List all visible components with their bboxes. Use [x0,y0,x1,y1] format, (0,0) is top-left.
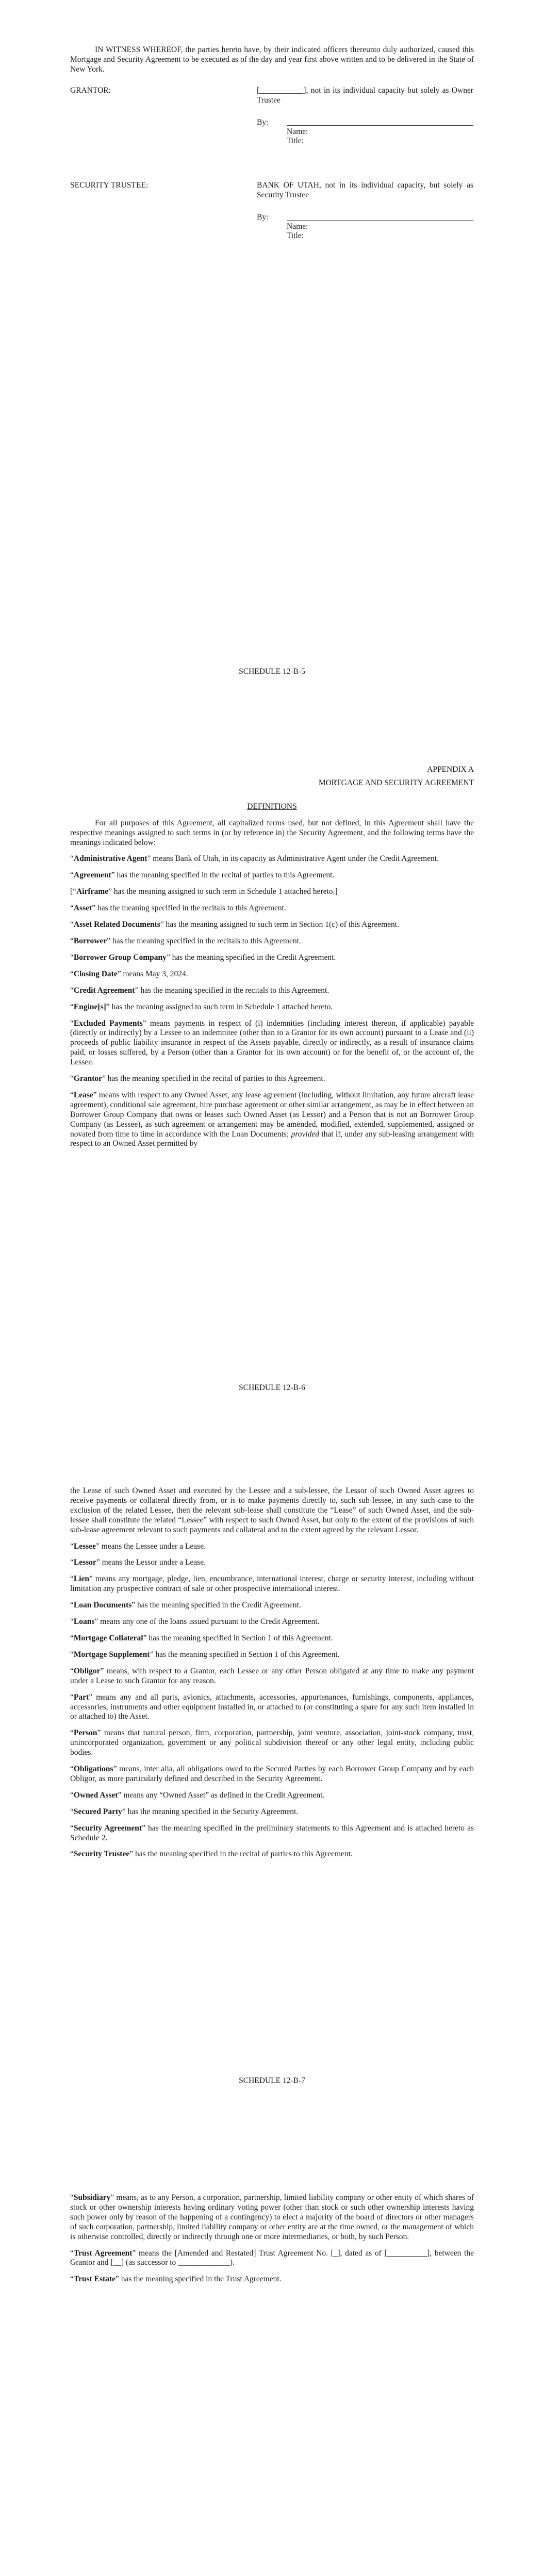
definition-lease: “Lease” means with respect to any Owned Asset, any lease agreement (including, without limitation, any future aircraft lease agreement), conditional sale agreement, hire purchase agreement or other similar arrangement, as may be in effect between an Borrower Group Company that owns or leases such Owned Asset (as Lessor) and a Person that is not an Borrower Group Company (as Lessee), as such agreement or arrangement may be amended, modified, extended, supplemented, assigned or novated from time to time in accordance with the Loan Documents; provided that if, under any sub-leasing arrangement with respect to an Owned Asset permitted by [70,1090,474,1148]
definition-item: “Lessee” means the Lessee under a Lease. [70,1541,206,1551]
definition-term: Agreement [73,871,111,880]
definition-item: “Obligations” means, inter alia, all obligations owed to the Secured Parties by each Borrower Group Company and by each Obligor, as more particularly defined and described in the Security Agreement. [70,1765,474,1783]
definition-term: Closing Date [73,969,118,978]
definition-item: “Secured Party” has the meaning specified in the Security Agreement. [70,1807,299,1816]
definition-item: “Mortgage Collateral” has the meaning specified in Section 1 of this Agreement. [70,1633,333,1642]
definition-term: Mortgage Supplement [73,1650,150,1659]
definition-term: Security Agreement [73,1823,142,1833]
definition-term: Trust Agreement [73,2248,133,2258]
definition-term: Engine[s] [73,1002,106,1011]
page-schedule-12-b-8 [0,2110,544,2576]
definition-term: Owned Asset [73,1790,118,1800]
definition-term: Lessor [73,1558,96,1567]
definition-text: means May 3, 2024. [121,969,188,978]
definition-item: “Grantor” has the meaning specified in the recital of parties to this Agreement. [70,1074,325,1083]
definition-term: Asset Related Documents [73,920,160,929]
definition-term: Person [73,1728,97,1738]
definition-text: has the meaning specified in the Trust Agreement. [119,2275,282,2284]
definition-text: has the meaning assigned to such term in Schedule 1 attached hereto. [109,1002,333,1011]
definition-text: has the meaning specified in the preliminary statements to this Agreement and is attached hereto as Schedule 2. [70,1823,474,1842]
definition-term: Airframe [76,887,109,896]
page-content [70,2193,474,2291]
definitions-intro: For all purposes of this Agreement, all capitalized terms used, but not defined, in this Agreement shall have the respective meanings assigned to such terms in (or by reference in) the Security Agreement, and the following terms have the meanings indicated below: [70,818,474,847]
witness-clause: IN WITNESS WHEREOF, the parties hereto have, by their indicated officers thereunto duly authorized, caused this Mortgage and Security Agreement to be executed as of the day and year first above written and to be delivered in the State of New York. [70,45,474,74]
definition-term: Obligations [73,1765,113,1774]
agreement-title: MORTGAGE AND SECURITY AGREEMENT [318,778,474,787]
definition-item: “Agreement” has the meaning specified in the recital of parties to this Agreement. [70,871,335,880]
definition-item: “Security Trustee” has the meaning specified in the recital of parties to this Agreement. [70,1850,353,1859]
definition-term: Mortgage Collateral [73,1633,143,1642]
title-label: Title: [287,231,304,240]
definition-item: “Closing Date” means May 3, 2024. [70,969,188,978]
definition-term: Excluded Payments [73,1019,143,1028]
grantor-signature-line [70,118,474,143]
grantor-signature-block [70,86,474,117]
definition-term: Secured Party [73,1807,122,1816]
definition-text: means payments in respect of (i) indemnities (including interest thereon, if applicable) payable (directly or indirectly) by a Lessee to an indemnitee (other than to a Grantor for its own account) pursuant to a Lease and (ii) proceeds of public liability insurance in respect of the Assets payable, directly or indirectly, as a result of insurance claims paid, or losses suffered, by a Person (other than a Grantor for its own account) or for the benefit of, or the account of, the Lessee. [70,1019,474,1067]
security-trustee-signature-block [70,181,474,212]
definition-text: has the meaning specified in the recital of parties to this Agreement. [114,871,335,880]
definition-item: “Asset” has the meaning specified in the recitals to this Agreement. [70,904,286,913]
definition-term: Lessee [73,1541,96,1551]
definition-item: “Obligor” means, with respect to a Grantor, each Lessee or any other Person obligated at any time to make any payment under a Lease to such Grantor for any reason. [70,1666,474,1685]
definition-text: means, with respect to a Grantor, each Lessee or any other Person obligated at any time to make any payment under a Lease to such Grantor for any reason. [70,1666,474,1685]
definition-item: “Loans” means any one of the loans issued pursuant to the Credit Agreement. [70,1617,320,1626]
page-footer: SCHEDULE 12-B-7 [239,2076,305,2085]
definition-term: Security Trustee [73,1850,130,1859]
page-schedule-12-b-5 [0,0,544,703]
definition-text: means any one of the loans issued pursuant to the Credit Agreement. [98,1617,320,1626]
definition-text: means, inter alia, all obligations owed to the Secured Parties by each Borrower Group Company and by each Obligor, as more particularly defined and described in the Security Agreement. [70,1765,474,1783]
definition-item: “Lien” means any mortgage, pledge, lien, encumbrance, international interest, charge or security interest, including without limitation any prospective contract of sale or other prospective international interest. [70,1574,474,1594]
definition-text: has the meaning specified in Section 1 of this Agreement. [146,1633,333,1642]
definition-item: “Excluded Payments” means payments in respect of (i) indemnities (including interest thereon, if applicable) payable (directly or indirectly) by a Lessee to an indemnitee (other than to a Grantor for its own account) pursuant to a Lease and (ii) proceeds of public liability insurance in respect of the Assets payable, directly or indirectly, as a result of insurance claims paid, or losses suffered, by a Person (other than a Grantor for its own account) or for the benefit of, or the account of, the Lessee. [70,1019,474,1067]
page-content [70,45,474,238]
definition-item: “Loan Documents” has the meaning specified in the Credit Agreement. [70,1601,301,1610]
page-footer: SCHEDULE 12-B-5 [239,667,305,676]
definition-text: has the meaning specified in Section 1 of this Agreement. [153,1650,340,1659]
definition-item: “Part” means any and all parts, avionics, attachments, accessories, appurtenances, furnishings, components, appliances, accessories, instruments and other equipment installed in, or attached to (or constituting a spare for any such item installed in or attached to) the Asset. [70,1692,474,1721]
definition-text: means the Lessee under a Lease. [99,1541,206,1551]
definition-text: has the meaning specified in the recitals to this Agreement. [110,936,301,945]
page-content [70,1486,474,1866]
definition-text: has the meaning assigned to such term in Section 1(c) of this Agreement. [163,920,399,929]
proviso-text: provided [291,1129,320,1139]
definition-term: Credit Agreement [73,986,135,995]
definition-text: means any and all parts, avionics, attachments, accessories, appurtenances, furnishings, components, appliances, accessories, instruments and other equipment installed in, or attached to (or constituting a spare for any such item installed in or attached to) the Asset. [70,1692,474,1721]
security-trustee-party: BANK OF UTAH, not in its individual capacity, but solely as Security Trustee [257,180,473,199]
definition-text: means, as to any Person, a corporation, partnership, limited liability company or other entity of which shares of stock or other ownership interests having ordinary voting power (other than stock or such other ownership interests having such power only by reason of the happening of a contingency) to elect a majority of the board of directors or other managers of such corporation, partnership, limited liability company or other entity are at the time owned, or the management of which is otherwise controlled, directly or indirectly through one or more intermediaries, or both, by such Person. [70,2193,474,2241]
definition-item: “Lessor” means the Lessor under a Lease. [70,1558,206,1567]
definition-text: has the meaning specified in the recital of parties to this Agreement. [105,1074,325,1083]
definition-term: Lien [73,1574,90,1584]
definition-term: Asset [73,904,92,913]
definition-item: “Owned Asset” means any “Owned Asset” as defined in the Credit Agreement. [70,1790,325,1800]
definitions-list [70,1542,474,1860]
definition-term: Part [73,1692,89,1702]
definition-text: has the meaning specified in the recital of parties to this Agreement. [133,1850,353,1859]
definition-text: means the Lessor under a Lease. [100,1558,206,1567]
title-label: Title: [287,136,304,145]
definition-text: has the meaning specified in the Security Agreement. [125,1807,299,1816]
name-label: Name: [287,127,308,136]
by-label: By: [257,117,269,127]
definition-item: “Administrative Agent” means Bank of Utah, in its capacity as Administrative Agent under the Credit Agreement. [70,854,439,863]
definition-item: [“Airframe” has the meaning assigned to such term in Schedule 1 attached hereto.] [70,887,338,896]
name-label: Name: [287,222,308,231]
security-trustee-signature-line [70,213,474,238]
definition-term: Subsidiary [73,2193,111,2202]
definition-item: “Asset Related Documents” has the meaning assigned to such term in Section 1(c) of this Agreement. [70,920,399,929]
definition-item: “Borrower” has the meaning specified in the recitals to this Agreement. [70,936,301,945]
definition-text: means any “Owned Asset” as defined in the Credit Agreement. [121,1790,325,1800]
signature-line [287,220,473,221]
definition-text: means that natural person, firm, corporation, partnership, joint venture, association, joint-stock company, trust, unincorporated organization, government or any political subdivision thereof or any other legal entity, including public bodies. [70,1728,474,1757]
definition-item: “Subsidiary” means, as to any Person, a corporation, partnership, limited liability company or other entity of which shares of stock or other ownership interests having ordinary voting power (other than stock or such other ownership interests having such power only by reason of the happening of a contingency) to elect a majority of the board of directors or other managers of such corporation, partnership, limited liability company or other entity are at the time owned, or the management of which is otherwise controlled, directly or indirectly through one or more intermediaries, or both, by such Person. [70,2193,474,2241]
definition-text: has the meaning specified in the recitals to this Agreement. [95,904,286,913]
definition-item: “Borrower Group Company” has the meaning specified in the Credit Agreement. [70,953,336,962]
definition-term: Administrative Agent [73,854,147,863]
definition-text: means Bank of Utah, in its capacity as Administrative Agent under the Credit Agreement. [151,854,439,863]
definition-term: Borrower [73,936,107,945]
definition-item: “Credit Agreement” has the meaning specified in the recitals to this Agreement. [70,986,329,995]
grantor-label: GRANTOR: [70,86,111,95]
definition-item: “Trust Estate” has the meaning specified in the Trust Agreement. [70,2275,282,2284]
lease-definition-continuation: the Lease of such Owned Asset and executed by the Lessee and a sub-lessee, the Lessor of such Owned Asset agrees to receive payments or collateral directly from, or is to make payments directly to, such sub-lessee, in any such case to the exclusion of the related Lessee, then the relevant sub-lease shall constitute the “Lease” of such Owned Asset, and the sub-lessee shall constitute the related “Lessee” with respect to such Owned Asset, but only to the extent of the provisions of such sub-lease agreement relevant to such payments and collateral and to the extent agreed by the relevant Lessor. [70,1486,474,1534]
definition-term: Obligor [73,1666,101,1675]
definition-term: Loan Documents [73,1601,132,1610]
definition-term: Grantor [73,1074,102,1083]
definition-item: “Mortgage Supplement” has the meaning specified in Section 1 of this Agreement. [70,1650,340,1659]
definition-term: Trust Estate [73,2275,116,2284]
definition-term: Loans [73,1617,95,1626]
definitions-list [70,2193,474,2284]
definition-item: “Trust Agreement” means the [Amended and Restated] Trust Agreement No. [_], dated as of [__________], between the Grantor and [__] (as successor to _____________). [70,2248,474,2267]
definition-item: “Security Agreement” has the meaning specified in the preliminary statements to this Agreement and is attached hereto as Schedule 2. [70,1823,474,1842]
definition-item: “Engine[s]” has the meaning assigned to such term in Schedule 1 attached hereto. [70,1002,333,1011]
definition-text: means the [Amended and Restated] Trust Agreement No. [_], dated as of [__________], between the Grantor and [__] (as successor to _____________). [70,2248,474,2267]
definition-term: Borrower Group Company [73,953,167,962]
page-schedule-12-b-7 [0,1406,544,2110]
grantor-party: [___________], not in its individual capacity but solely as Owner Trustee [257,86,473,105]
definition-text: has the meaning assigned to such term in Schedule 1 attached hereto.] [111,887,338,896]
page-schedule-12-b-6 [0,703,544,1406]
page-footer: SCHEDULE 12-B-6 [239,1383,305,1392]
definition-term: Lease [73,1090,93,1099]
by-label: By: [257,212,269,222]
definition-text: has the meaning specified in the Credit Agreement. [135,1601,301,1610]
signature-line [287,125,473,126]
page-content [70,765,474,1156]
definitions-heading: DEFINITIONS [247,802,297,811]
definition-text: means any mortgage, pledge, lien, encumbrance, international interest, charge or security interest, including without limitation any prospective contract of sale or other prospective international interest. [70,1574,474,1594]
definition-text: has the meaning specified in the Credit Agreement. [170,953,336,962]
security-trustee-label: SECURITY TRUSTEE: [70,180,149,190]
definition-text: has the meaning specified in the recitals to this Agreement. [138,986,329,995]
definitions-list [70,854,474,1084]
appendix-label: APPENDIX A [427,765,474,774]
definition-item: “Person” means that natural person, firm, corporation, partnership, joint venture, association, joint-stock company, trust, unincorporated organization, government or any political subdivision thereof or any other legal entity, including public bodies. [70,1728,474,1757]
